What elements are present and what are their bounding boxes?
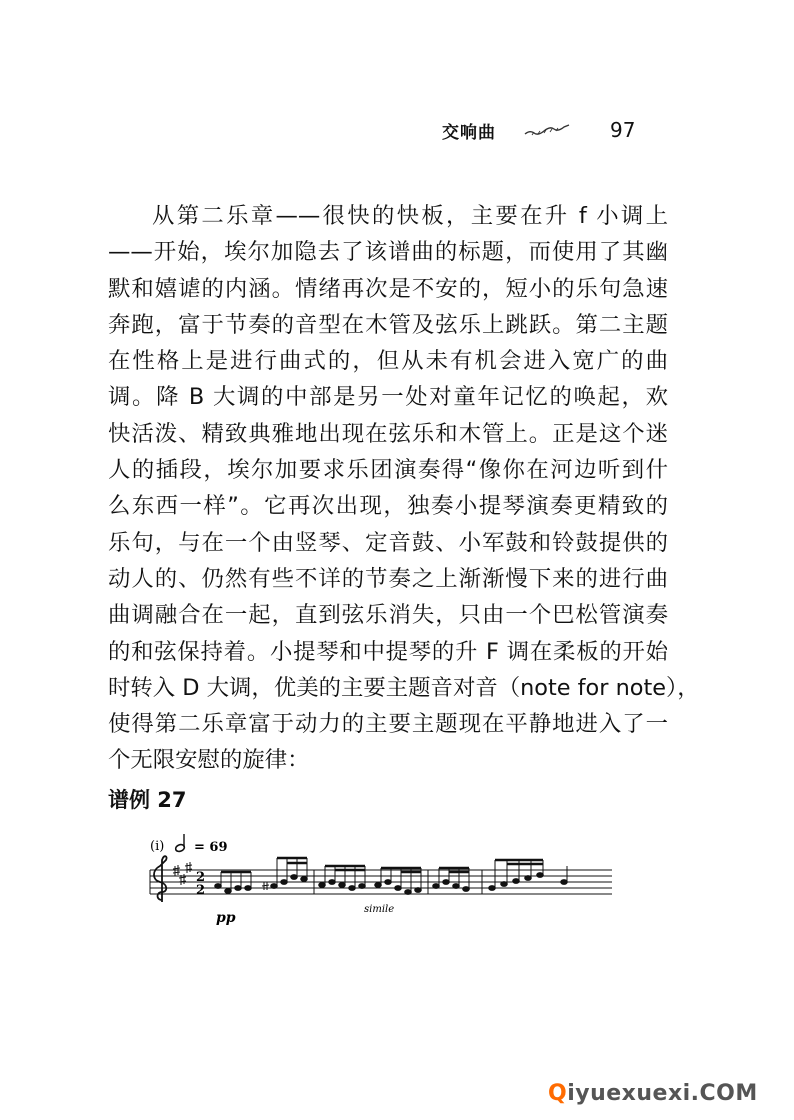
time-signature-bottom: 2 [196,883,206,898]
body-paragraph [108,198,700,779]
half-note-icon [175,834,186,853]
body-line: 使得第二乐章富于动力的主要主题现在平静地进入了一 [108,711,668,738]
body-line: 时转入 D 大调，优美的主要主题音对音（note for note）， [108,674,700,701]
body-line: 调。降 B 大调的中部是另一处对童年记忆的唤起，欢 [108,384,668,411]
body-line: 默和嬉谑的内涵。情绪再次是不安的，短小的乐句急速 [108,275,668,302]
body-line: 动人的、仍然有些不详的节奏之上渐渐慢下来的进行曲 [108,565,668,592]
page-number: 97 [610,118,636,142]
time-signature-top: 2 [196,870,206,885]
body-line: 人的插段，埃尔加要求乐团演奏得“像你在河边听到什 [108,457,668,484]
tempo-marking: = 69 [194,840,228,855]
site-watermark [548,1081,758,1106]
watermark-text: iyuexuexi.COM [567,1081,758,1106]
music-score [146,830,616,930]
body-line: ——开始，埃尔加隐去了该谱曲的标题，而使用了其幽 [108,239,668,266]
dynamic-marking: pp [216,910,236,926]
body-line: 快活泼、精致典雅地出现在弦乐和木管上。正是这个迷 [108,420,668,447]
body-line: 在性格上是进行曲式的，但从未有机会进入宽广的曲 [108,348,668,375]
body-line: 曲调融合在一起，直到弦乐消失，只由一个巴松管演奏 [108,602,668,629]
header-ornament-icon [524,124,570,136]
measure-4 [489,860,568,890]
body-line: 么东西一样”。它再次出现，独奏小提琴演奏更精致的 [108,493,668,520]
chapter-title: 交响曲 [442,122,496,143]
treble-clef-icon [154,856,167,902]
body-line: 的和弦保持着。小提琴和中提琴的升 F 调在柔板的开始 [108,638,668,665]
body-line: 从第二乐章——很快的快板，主要在升 f 小调上 [152,203,668,229]
music-example-label: 谱例 27 [108,788,187,812]
expression-marking: simile [364,904,395,915]
score-section-label: (i) [150,839,165,854]
watermark-logo-letter: Q [548,1081,568,1106]
body-line: 乐句，与在一个由竖琴、定音鼓、小军鼓和铃鼓提供的 [108,529,668,556]
body-line: 奔跑，富于节奏的音型在木管及弦乐上跳跃。第二主题 [108,311,668,338]
body-line: 个无限安慰的旋律： [108,747,310,774]
running-header [442,116,635,144]
